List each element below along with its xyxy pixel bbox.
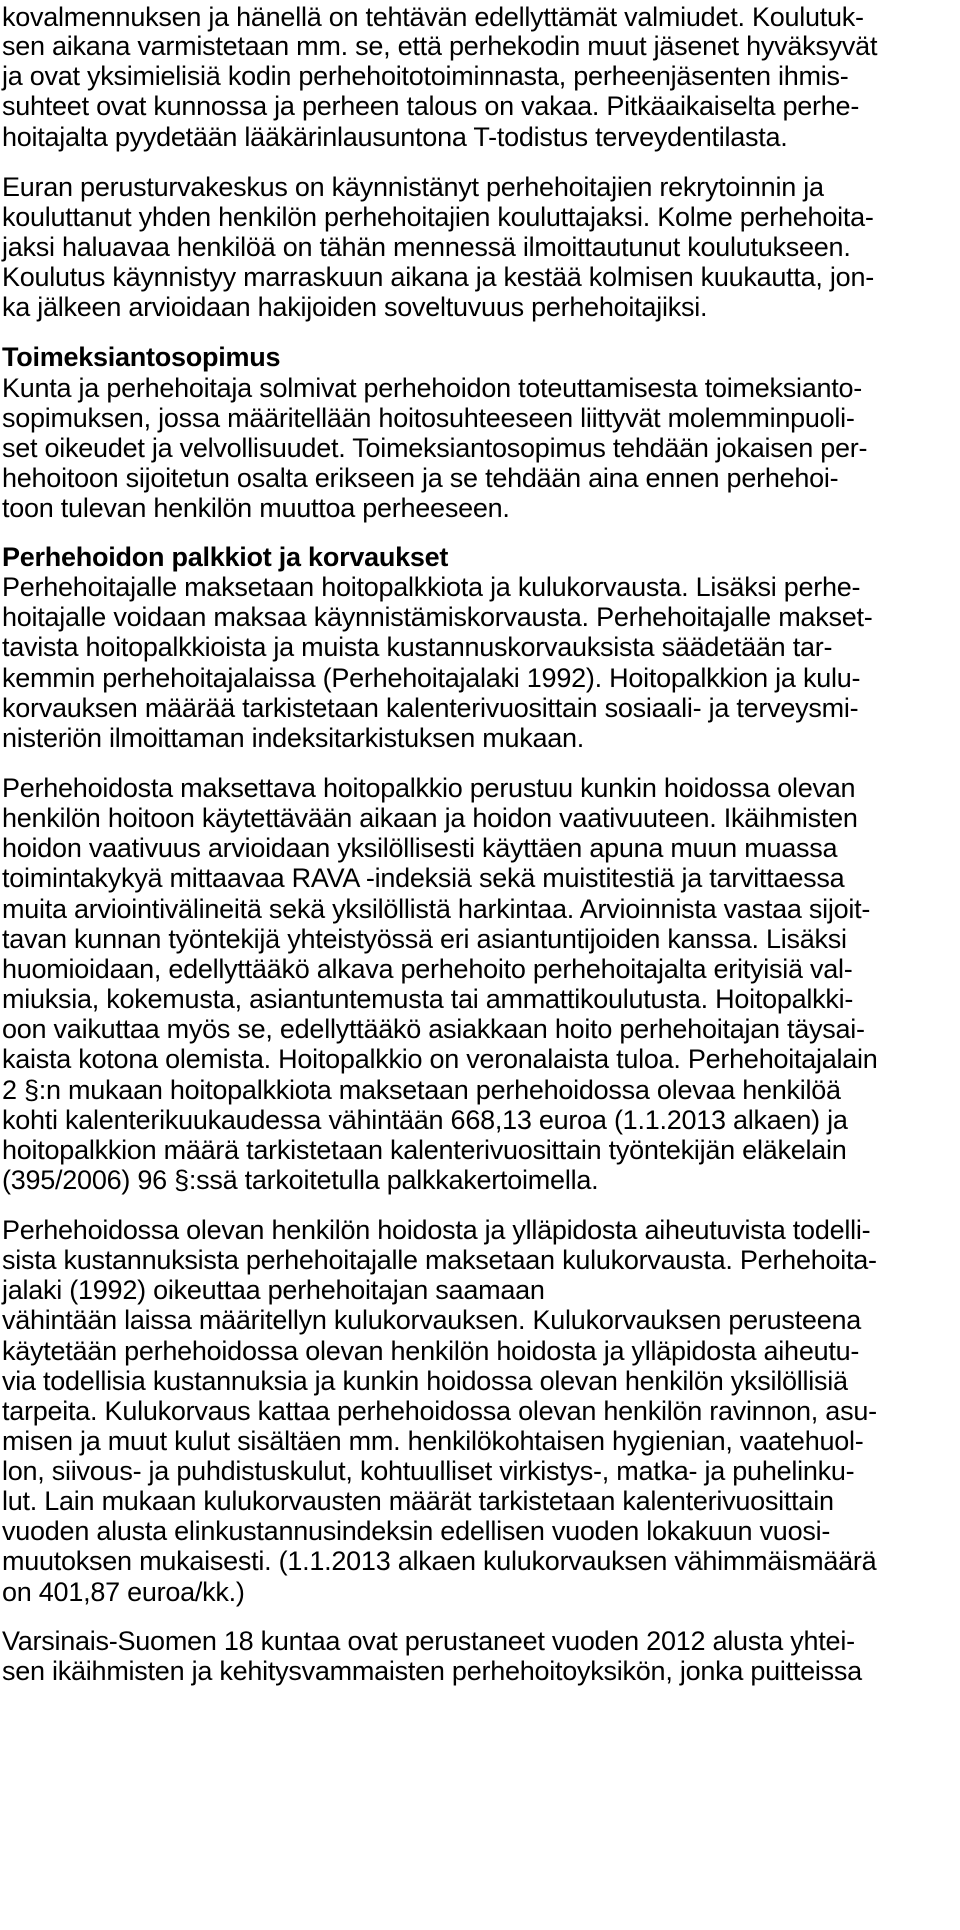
text-line: hoidon vaativuus arvioidaan yksilöllisesti käyttäen apuna muun muassa: [2, 833, 838, 863]
text-line: vähintään laissa määritellyn kulukorvauksen. Kulukorvauksen perusteena: [2, 1305, 861, 1335]
text-line: Perhehoidosta maksettava hoitopalkkio perustuu kunkin hoidossa olevan: [2, 773, 856, 803]
text-line: Euran perusturvakeskus on käynnistänyt perhehoitajien rekrytoinnin ja: [2, 172, 824, 202]
text-line: hoitajalta pyydetään lääkärinlausuntona T-todistus terveydentilasta.: [2, 122, 788, 152]
text-line: sopimuksen, jossa määritellään hoitosuhteeseen liittyvät molemminpuoli-: [2, 403, 855, 433]
text-line: muutoksen mukaisesti. (1.1.2013 alkaen kulukorvauksen vähimmäismäärä: [2, 1546, 877, 1576]
text-line: set oikeudet ja velvollisuudet. Toimeksiantosopimus tehdään jokaisen per-: [2, 433, 868, 463]
text-line: kemmin perhehoitajalaissa (Perhehoitajalaki 1992). Hoitopalkkion ja kulu-: [2, 663, 861, 693]
text-line: kouluttanut yhden henkilön perhehoitajien kouluttajaksi. Kolme perhehoita-: [2, 202, 874, 232]
text-line: toon tulevan henkilön muuttoa perheeseen.: [2, 493, 510, 523]
text-line: Perhehoidossa olevan henkilön hoidosta ja ylläpidosta aiheutuvista todelli-: [2, 1215, 871, 1245]
text-line: nisteriön ilmoittaman indeksitarkistuksen mukaan.: [2, 723, 585, 753]
text-line: kaista kotona olemista. Hoitopalkkio on veronalaista tuloa. Perhehoitajalain: [2, 1044, 878, 1074]
text-line: kovalmennuksen ja hänellä on tehtävän edellyttämät valmiudet. Koulutuk-: [2, 2, 864, 32]
text-line: korvauksen määrää tarkistetaan kalenterivuosittain sosiaali- ja terveysmi-: [2, 693, 859, 723]
text-line: ka jälkeen arvioidaan hakijoiden soveltuvuus perhehoitajiksi.: [2, 292, 708, 322]
text-line: tavan kunnan työntekijä yhteistyössä eri asiantuntijoiden kanssa. Lisäksi: [2, 924, 847, 954]
text-line: toimintakykyä mittaavaa RAVA -indeksiä sekä muistitestiä ja tarvittaessa: [2, 863, 845, 893]
text-line: Kunta ja perhehoitaja solmivat perhehoidon toteuttamisesta toimeksianto-: [2, 373, 863, 403]
text-line: sen aikana varmistetaan mm. se, että perhekodin muut jäsenet hyväksyvät: [2, 31, 878, 61]
text-line: huomioidaan, edellyttääkö alkava perhehoito perhehoitajalta erityisiä val-: [2, 954, 853, 984]
text-line: (395/2006) 96 §:ssä tarkoitetulla palkkakertoimella.: [2, 1165, 599, 1195]
text-line: 2 §:n mukaan hoitopalkkiota maksetaan perhehoidossa olevaa henkilöä: [2, 1075, 841, 1105]
text-line: lut. Lain mukaan kulukorvausten määrät tarkistetaan kalenterivuosittain: [2, 1486, 834, 1516]
text-line: hehoitoon sijoitetun osalta erikseen ja se tehdään aina ennen perhehoi-: [2, 463, 839, 493]
text-line: misen ja muut kulut sisältäen mm. henkilökohtaisen hygienian, vaatehuol-: [2, 1426, 864, 1456]
section-heading: Perhehoidon palkkiot ja korvaukset: [2, 542, 449, 572]
text-line: oon vaikuttaa myös se, edellyttääkö asiakkaan hoito perhehoitajan täysai-: [2, 1014, 865, 1044]
text-line: miuksia, kokemusta, asiantuntemusta tai ammattikoulutusta. Hoitopalkki-: [2, 984, 854, 1014]
text-line: käytetään perhehoidossa olevan henkilön hoidosta ja ylläpidosta aiheutu-: [2, 1336, 860, 1366]
text-line: lon, siivous- ja puhdistuskulut, kohtuulliset virkistys-, matka- ja puhelinku-: [2, 1456, 855, 1486]
text-line: sen ikäihmisten ja kehitysvammaisten perhehoitoyksikön, jonka puitteissa: [2, 1656, 862, 1686]
text-line: jalaki (1992) oikeuttaa perhehoitajan saamaan: [2, 1275, 545, 1305]
text-line: Perhehoitajalle maksetaan hoitopalkkiota ja kulukorvausta. Lisäksi perhe-: [2, 572, 861, 602]
text-line: suhteet ovat kunnossa ja perheen talous on vakaa. Pitkäaikaiselta perhe-: [2, 91, 860, 121]
text-line: via todellisia kustannuksia ja kunkin hoidossa olevan henkilön yksilöllisiä: [2, 1366, 848, 1396]
text-line: Varsinais-Suomen 18 kuntaa ovat perustaneet vuoden 2012 alusta yhtei-: [2, 1626, 855, 1656]
text-line: tarpeita. Kulukorvaus kattaa perhehoidossa olevan henkilön ravinnon, asu-: [2, 1396, 877, 1426]
text-line: hoitopalkkion määrä tarkistetaan kalenterivuosittain työntekijän eläkelain: [2, 1135, 847, 1165]
text-line: ja ovat yksimielisiä kodin perhehoitotoiminnasta, perheenjäsenten ihmis-: [2, 61, 849, 91]
text-line: kohti kalenterikuukaudessa vähintään 668,13 euroa (1.1.2013 alkaen) ja: [2, 1105, 848, 1135]
text-line: vuoden alusta elinkustannusindeksin edellisen vuoden lokakuun vuosi-: [2, 1516, 831, 1546]
text-line: Koulutus käynnistyy marraskuun aikana ja kestää kolmisen kuukautta, jon-: [2, 262, 874, 292]
section-heading: Toimeksiantosopimus: [2, 342, 281, 372]
text-line: sista kustannuksista perhehoitajalle maksetaan kulukorvausta. Perhehoita-: [2, 1245, 877, 1275]
text-line: tavista hoitopalkkioista ja muista kustannuskorvauksista säädetään tar-: [2, 632, 833, 662]
text-line: on 401,87 euroa/kk.): [2, 1577, 245, 1607]
text-line: jaksi haluavaa henkilöä on tähän mennessä ilmoittautunut koulutukseen.: [2, 232, 851, 262]
text-line: muita arviointivälineitä sekä yksilöllistä harkintaa. Arvioinnista vastaa sijoit-: [2, 894, 871, 924]
text-line: henkilön hoitoon käytettävään aikaan ja hoidon vaativuuteen. Ikäihmisten: [2, 803, 858, 833]
text-line: hoitajalle voidaan maksaa käynnistämiskorvausta. Perhehoitajalle makset-: [2, 602, 873, 632]
